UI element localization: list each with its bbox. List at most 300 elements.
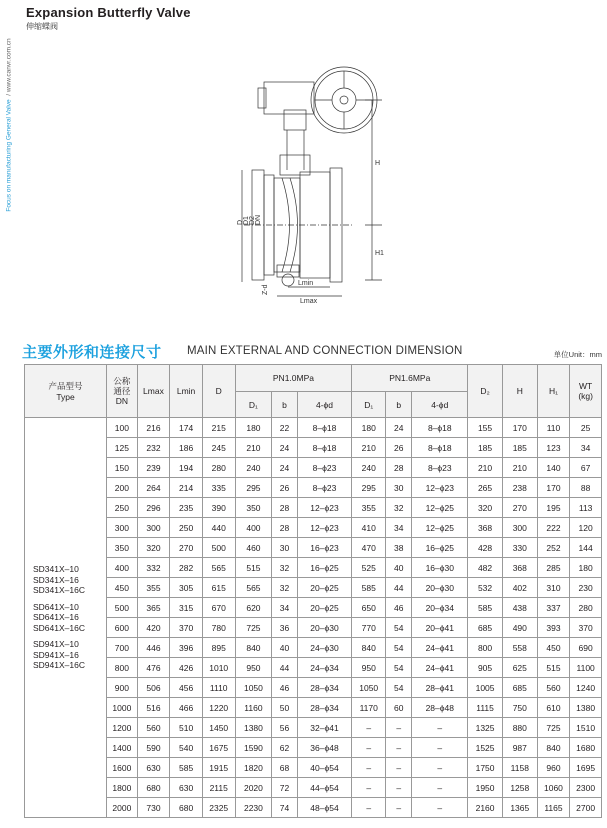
table-cell: 500 xyxy=(107,598,138,618)
table-cell: 515 xyxy=(537,658,570,678)
valve-drawing xyxy=(222,60,402,310)
table-cell: 48–ϕ54 xyxy=(297,798,352,818)
table-cell: 482 xyxy=(468,558,503,578)
table-cell: 1200 xyxy=(107,718,138,738)
table-cell: 2000 xyxy=(107,798,138,818)
table-cell: 20–ϕ25 xyxy=(297,598,352,618)
table-cell: 8–ϕ23 xyxy=(297,458,352,478)
table-cell: 270 xyxy=(502,498,537,518)
dim-label-h1: H1 xyxy=(375,250,384,257)
table-cell: 400 xyxy=(235,518,272,538)
header-pn16-d1: D₁ xyxy=(352,392,386,418)
table-row xyxy=(25,558,602,578)
table-cell: 610 xyxy=(537,698,570,718)
table-cell: 216 xyxy=(137,418,170,438)
header-lmax: Lmax xyxy=(137,365,170,418)
table-cell: 210 xyxy=(235,438,272,458)
table-cell: 210 xyxy=(502,458,537,478)
table-cell: 370 xyxy=(570,618,602,638)
table-cell: 214 xyxy=(170,478,203,498)
table-cell: 24 xyxy=(272,458,297,478)
table-cell: 1010 xyxy=(202,658,235,678)
table-body xyxy=(25,418,602,818)
table-cell: 2115 xyxy=(202,778,235,798)
table-cell: 905 xyxy=(468,658,503,678)
header-lmin: Lmin xyxy=(170,365,203,418)
table-cell: 426 xyxy=(170,658,203,678)
table-cell: 466 xyxy=(170,698,203,718)
table-cell: 30 xyxy=(272,538,297,558)
table-cell: 1950 xyxy=(468,778,503,798)
table-cell: 125 xyxy=(107,438,138,458)
table-cell: 1680 xyxy=(570,738,602,758)
table-cell: – xyxy=(386,718,412,738)
table-cell: 2160 xyxy=(468,798,503,818)
table-cell: 630 xyxy=(170,778,203,798)
table-cell: 1915 xyxy=(202,758,235,778)
table-row xyxy=(25,658,602,678)
dim-label-dn: DN xyxy=(255,214,262,225)
table-cell: 700 xyxy=(107,638,138,658)
table-cell: 280 xyxy=(570,598,602,618)
table-cell: 28–ϕ34 xyxy=(297,678,352,698)
table-cell: 335 xyxy=(202,478,235,498)
dim-label-lmax: Lmax xyxy=(300,298,318,305)
table-cell: 100 xyxy=(107,418,138,438)
table-cell: 230 xyxy=(570,578,602,598)
dim-label-h: H xyxy=(375,160,381,167)
type-label: SD341X–16 xyxy=(33,574,79,585)
table-cell: 565 xyxy=(235,578,272,598)
table-cell: 28–ϕ41 xyxy=(412,678,468,698)
table-cell: 235 xyxy=(170,498,203,518)
table-cell: – xyxy=(412,738,468,758)
table-cell: 2300 xyxy=(570,778,602,798)
table-cell: 725 xyxy=(235,618,272,638)
table-cell: – xyxy=(386,778,412,798)
table-cell: 1005 xyxy=(468,678,503,698)
table-cell: 12–ϕ25 xyxy=(412,498,468,518)
table-cell: 630 xyxy=(137,758,170,778)
table-cell: 450 xyxy=(537,638,570,658)
table-cell: 310 xyxy=(537,578,570,598)
table-cell: 1220 xyxy=(202,698,235,718)
type-cell xyxy=(25,418,107,818)
table-cell: 370 xyxy=(170,618,203,638)
type-label: SD941X–10 xyxy=(33,639,79,650)
table-cell: 24–ϕ41 xyxy=(412,658,468,678)
table-cell: – xyxy=(352,798,386,818)
table-cell: 300 xyxy=(107,518,138,538)
table-cell: 540 xyxy=(170,738,203,758)
type-label: SD641X–10 xyxy=(33,601,79,612)
section-title-cn: 主要外形和连接尺寸 xyxy=(22,344,162,361)
table-cell: 368 xyxy=(502,558,537,578)
table-cell: 20–ϕ25 xyxy=(297,578,352,598)
table-cell: 38 xyxy=(386,538,412,558)
table-cell: 600 xyxy=(107,618,138,638)
table-cell: 32 xyxy=(386,498,412,518)
table-cell: 110 xyxy=(537,418,570,438)
table-cell: – xyxy=(412,778,468,798)
table-cell: 170 xyxy=(537,478,570,498)
table-cell: 28–ϕ34 xyxy=(297,698,352,718)
table-cell: 420 xyxy=(137,618,170,638)
table-cell: 16–ϕ23 xyxy=(297,538,352,558)
table-cell: 320 xyxy=(468,498,503,518)
table-cell: 1240 xyxy=(570,678,602,698)
table-row xyxy=(25,438,602,458)
table-cell: 1258 xyxy=(502,778,537,798)
table-cell: 390 xyxy=(202,498,235,518)
table-cell: 620 xyxy=(235,598,272,618)
table-cell: 282 xyxy=(170,558,203,578)
table-row xyxy=(25,798,602,818)
table-cell: 16–ϕ25 xyxy=(412,538,468,558)
table-cell: 1158 xyxy=(502,758,537,778)
section-heading xyxy=(22,341,602,361)
table-cell: 365 xyxy=(137,598,170,618)
header-wt: WT (kg) xyxy=(570,365,602,418)
table-cell: 36 xyxy=(272,618,297,638)
table-cell: – xyxy=(386,738,412,758)
dimension-table xyxy=(24,364,602,818)
table-cell: 730 xyxy=(137,798,170,818)
table-cell: 12–ϕ23 xyxy=(297,518,352,538)
header-pn16-b: b xyxy=(386,392,412,418)
type-group xyxy=(33,564,106,596)
table-cell: – xyxy=(412,758,468,778)
table-cell: 560 xyxy=(137,718,170,738)
header-dn: 公称 通径 DN xyxy=(107,365,138,418)
table-cell: 770 xyxy=(352,618,386,638)
table-cell: 54 xyxy=(386,618,412,638)
table-cell: 32 xyxy=(272,578,297,598)
table-cell: 270 xyxy=(170,538,203,558)
table-cell: 2700 xyxy=(570,798,602,818)
table-cell: 428 xyxy=(468,538,503,558)
table-cell: 476 xyxy=(137,658,170,678)
table-cell: 1600 xyxy=(107,758,138,778)
table-cell: 460 xyxy=(235,538,272,558)
table-cell: – xyxy=(412,798,468,818)
table-cell: 2230 xyxy=(235,798,272,818)
table-cell: 1695 xyxy=(570,758,602,778)
table-cell: 186 xyxy=(170,438,203,458)
table-cell: 8–ϕ18 xyxy=(297,418,352,438)
table-row xyxy=(25,498,602,518)
table-cell: 368 xyxy=(468,518,503,538)
table-cell: 525 xyxy=(352,558,386,578)
table-cell: 2325 xyxy=(202,798,235,818)
table-cell: 144 xyxy=(570,538,602,558)
table-cell: 238 xyxy=(502,478,537,498)
type-label: SD641X–16C xyxy=(33,622,85,633)
table-cell: 174 xyxy=(170,418,203,438)
table-cell: 88 xyxy=(570,478,602,498)
table-cell: 725 xyxy=(537,718,570,738)
table-cell: 180 xyxy=(235,418,272,438)
table-cell: 62 xyxy=(272,738,297,758)
table-cell: 40 xyxy=(272,638,297,658)
table-cell: 400 xyxy=(107,558,138,578)
table-cell: 680 xyxy=(170,798,203,818)
table-cell: 960 xyxy=(537,758,570,778)
table-cell: 28 xyxy=(386,458,412,478)
table-cell: 300 xyxy=(502,518,537,538)
table-cell: 350 xyxy=(235,498,272,518)
table-cell: 680 xyxy=(137,778,170,798)
table-cell: 590 xyxy=(137,738,170,758)
table-cell: 24 xyxy=(386,418,412,438)
table-cell: 180 xyxy=(570,558,602,578)
table-row xyxy=(25,478,602,498)
table-cell: 880 xyxy=(502,718,537,738)
table-cell: 44 xyxy=(272,658,297,678)
table-cell: 34 xyxy=(272,598,297,618)
table-cell: 56 xyxy=(272,718,297,738)
table-cell: 113 xyxy=(570,498,602,518)
table-cell: 285 xyxy=(537,558,570,578)
table-row xyxy=(25,778,602,798)
table-row xyxy=(25,458,602,478)
dim-label-d1: D1 xyxy=(243,216,250,225)
table-row xyxy=(25,718,602,738)
table-cell: 650 xyxy=(352,598,386,618)
table-cell: 402 xyxy=(502,578,537,598)
table-cell: 800 xyxy=(107,658,138,678)
table-cell: 24 xyxy=(272,438,297,458)
page-title: Expansion Butterfly Valve xyxy=(26,5,191,20)
table-cell: 28–ϕ48 xyxy=(412,698,468,718)
table-cell: 332 xyxy=(137,558,170,578)
table-cell: 440 xyxy=(202,518,235,538)
header-h1: H₁ xyxy=(537,365,570,418)
table-cell: 1060 xyxy=(537,778,570,798)
table-cell: – xyxy=(386,758,412,778)
table-row xyxy=(25,598,602,618)
table-cell: 1800 xyxy=(107,778,138,798)
table-cell: 44–ϕ54 xyxy=(297,778,352,798)
table-cell: 1365 xyxy=(502,798,537,818)
table-cell: 1325 xyxy=(468,718,503,738)
table-cell: 54 xyxy=(386,638,412,658)
table-cell: 490 xyxy=(502,618,537,638)
table-cell: 396 xyxy=(170,638,203,658)
table-cell: – xyxy=(352,718,386,738)
table-row xyxy=(25,698,602,718)
table-cell: 28 xyxy=(272,518,297,538)
table-cell: 250 xyxy=(107,498,138,518)
table-cell: 239 xyxy=(137,458,170,478)
header-pn10: PN1.0MPa xyxy=(235,365,352,392)
table-cell: 950 xyxy=(235,658,272,678)
table-cell: 245 xyxy=(202,438,235,458)
table-cell: 780 xyxy=(202,618,235,638)
table-cell: – xyxy=(412,718,468,738)
table-cell: 355 xyxy=(352,498,386,518)
table-cell: 150 xyxy=(107,458,138,478)
table-cell: 1510 xyxy=(570,718,602,738)
table-cell: 34 xyxy=(570,438,602,458)
table-cell: 446 xyxy=(137,638,170,658)
table-cell: – xyxy=(352,758,386,778)
table-row xyxy=(25,678,602,698)
table-cell: 67 xyxy=(570,458,602,478)
type-label: SD341X–16C xyxy=(33,585,85,596)
table-cell: 140 xyxy=(537,458,570,478)
type-label: SD641X–16 xyxy=(33,612,79,623)
table-cell: 840 xyxy=(537,738,570,758)
table-cell: – xyxy=(352,738,386,758)
table-row xyxy=(25,638,602,658)
table-cell: 170 xyxy=(502,418,537,438)
side-tagline-text: Focus on manufacturing General Valve xyxy=(5,99,13,212)
table-cell: 516 xyxy=(137,698,170,718)
table-cell: 20–ϕ41 xyxy=(412,618,468,638)
table-cell: 895 xyxy=(202,638,235,658)
dim-label-lmin: Lmin xyxy=(298,280,314,287)
table-cell: 8–ϕ18 xyxy=(412,438,468,458)
table-cell: 155 xyxy=(468,418,503,438)
table-cell: 24–ϕ30 xyxy=(297,638,352,658)
table-cell: 1450 xyxy=(202,718,235,738)
dim-label-d2: D2 xyxy=(249,216,256,225)
table-cell: 12–ϕ23 xyxy=(412,478,468,498)
table-cell: 210 xyxy=(468,458,503,478)
page-subtitle: 伸缩蝶阀 xyxy=(26,22,58,31)
table-cell: 1110 xyxy=(202,678,235,698)
table-cell: 305 xyxy=(170,578,203,598)
table-cell: 950 xyxy=(352,658,386,678)
table-cell: 20–ϕ30 xyxy=(297,618,352,638)
table-cell: 456 xyxy=(170,678,203,698)
table-cell: 315 xyxy=(170,598,203,618)
table-cell: 200 xyxy=(107,478,138,498)
table-cell: 558 xyxy=(502,638,537,658)
table-cell: 68 xyxy=(272,758,297,778)
table-cell: 1820 xyxy=(235,758,272,778)
table-cell: 1750 xyxy=(468,758,503,778)
table-cell: 26 xyxy=(386,438,412,458)
header-type: 产品型号 Type xyxy=(25,365,107,418)
table-cell: 625 xyxy=(502,658,537,678)
table-cell: 20–ϕ34 xyxy=(412,598,468,618)
table-cell: 337 xyxy=(537,598,570,618)
table-cell: 2020 xyxy=(235,778,272,798)
table-cell: 510 xyxy=(170,718,203,738)
unit-label: 单位Unit：mm xyxy=(553,350,602,359)
table-cell: 26 xyxy=(272,478,297,498)
table-cell: 123 xyxy=(537,438,570,458)
table-cell: 24–ϕ34 xyxy=(297,658,352,678)
table-cell: 350 xyxy=(107,538,138,558)
table-cell: 685 xyxy=(468,618,503,638)
table-cell: 280 xyxy=(202,458,235,478)
table-cell: 22 xyxy=(272,418,297,438)
table-row xyxy=(25,518,602,538)
table-cell: 1050 xyxy=(235,678,272,698)
dim-label-zd: Z-d xyxy=(262,284,269,295)
table-cell: 44 xyxy=(386,578,412,598)
table-cell: 585 xyxy=(352,578,386,598)
header-h: H xyxy=(502,365,537,418)
table-cell: 585 xyxy=(468,598,503,618)
table-cell: 300 xyxy=(137,518,170,538)
table-cell: 670 xyxy=(202,598,235,618)
table-cell: 252 xyxy=(537,538,570,558)
table-cell: 54 xyxy=(386,658,412,678)
type-group xyxy=(33,639,106,671)
table-cell: 585 xyxy=(170,758,203,778)
type-label: SD941X–16 xyxy=(33,649,79,660)
table-cell: 295 xyxy=(352,478,386,498)
table-cell: 1160 xyxy=(235,698,272,718)
table-cell: 40–ϕ54 xyxy=(297,758,352,778)
table-cell: 1380 xyxy=(235,718,272,738)
table-cell: 222 xyxy=(537,518,570,538)
table-cell: 240 xyxy=(235,458,272,478)
table-cell: 120 xyxy=(570,518,602,538)
table-cell: 232 xyxy=(137,438,170,458)
table-cell: 250 xyxy=(170,518,203,538)
table-cell: 16–ϕ25 xyxy=(297,558,352,578)
header-pn16-bolts: 4-ϕd xyxy=(412,392,468,418)
table-row xyxy=(25,738,602,758)
table-cell: 8–ϕ23 xyxy=(412,458,468,478)
table-cell: 470 xyxy=(352,538,386,558)
table-cell: 74 xyxy=(272,798,297,818)
table-cell: 800 xyxy=(468,638,503,658)
table-cell: 185 xyxy=(468,438,503,458)
table-cell: 295 xyxy=(235,478,272,498)
table-cell: 25 xyxy=(570,418,602,438)
table-row xyxy=(25,538,602,558)
type-group xyxy=(33,602,106,634)
table-cell: 296 xyxy=(137,498,170,518)
header-pn10-d1: D₁ xyxy=(235,392,272,418)
table-cell: 40 xyxy=(386,558,412,578)
table-cell: 1050 xyxy=(352,678,386,698)
table-row xyxy=(25,758,602,778)
table-cell: 410 xyxy=(352,518,386,538)
table-cell: 1380 xyxy=(570,698,602,718)
table-cell: 330 xyxy=(502,538,537,558)
table-cell: 1590 xyxy=(235,738,272,758)
table-cell: 690 xyxy=(570,638,602,658)
table-cell: 8–ϕ23 xyxy=(297,478,352,498)
table-cell: 8–ϕ18 xyxy=(297,438,352,458)
table-row xyxy=(25,618,602,638)
table-cell: 450 xyxy=(107,578,138,598)
table-cell: 320 xyxy=(137,538,170,558)
table-cell: 210 xyxy=(352,438,386,458)
table-cell: 28 xyxy=(272,498,297,518)
table-cell: 30 xyxy=(386,478,412,498)
table-cell: 750 xyxy=(502,698,537,718)
table-cell: 72 xyxy=(272,778,297,798)
table-cell: 60 xyxy=(386,698,412,718)
table-cell: 1100 xyxy=(570,658,602,678)
table-cell: 438 xyxy=(502,598,537,618)
table-cell: 1525 xyxy=(468,738,503,758)
table-cell: 46 xyxy=(272,678,297,698)
table-cell: 506 xyxy=(137,678,170,698)
table-cell: 195 xyxy=(537,498,570,518)
table-row xyxy=(25,418,602,438)
table-row xyxy=(25,578,602,598)
table-cell: 34 xyxy=(386,518,412,538)
